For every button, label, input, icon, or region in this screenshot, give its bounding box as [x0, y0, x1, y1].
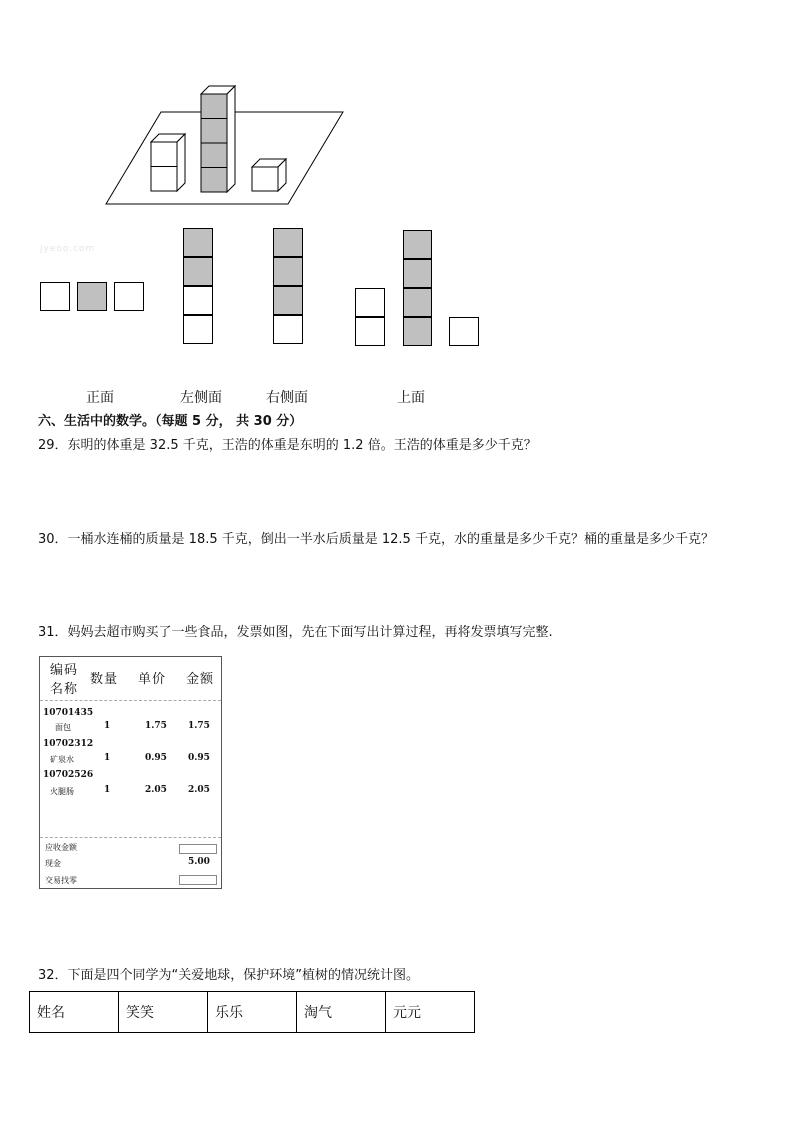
view-cell: [40, 282, 70, 311]
receipt-item-name: 面包: [55, 723, 71, 732]
question-31: 31．妈妈去超市购买了一些食品，发票如图，先在下面写出计算过程，再将发票填写完整.: [38, 625, 553, 640]
view-cell-shaded: [273, 286, 303, 315]
view-label-right: 右侧面: [266, 390, 308, 406]
tree-planting-table: [29, 991, 475, 1033]
table-row: [30, 992, 475, 1033]
section-title: 六、生活中的数学。（每题 5 分， 共 30 分）: [38, 414, 303, 429]
question-32: 32．下面是四个同学为“关爱地球，保护环境”植树的情况统计图。: [38, 968, 420, 983]
receipt-item-code: 10701435: [43, 708, 94, 718]
receipt-item-code: 10702526: [43, 770, 94, 780]
view-cell-shaded: [77, 282, 107, 311]
receipt-item-qty: 1: [104, 721, 111, 731]
view-cell-shaded: [403, 230, 432, 259]
receipt-item-qty: 1: [104, 753, 111, 763]
view-cell: [183, 286, 213, 315]
receipt-header-code: 编码: [50, 663, 79, 678]
view-label-top: 上面: [397, 390, 425, 406]
view-cell-shaded: [273, 257, 303, 286]
table-cell: 元元: [386, 992, 475, 1033]
receipt-divider: [40, 837, 221, 838]
receipt-cash-label: 现金: [45, 859, 61, 868]
receipt-item-price: 1.75: [145, 721, 167, 731]
view-cell-shaded: [403, 259, 432, 288]
receipt-cash-value: 5.00: [188, 857, 210, 867]
watermark-text: jyeoo.com: [40, 244, 96, 254]
receipt-item-name: 火腿肠: [50, 787, 74, 796]
receipt-due-box[interactable]: [179, 844, 217, 854]
receipt-item-code: 10702312: [43, 739, 94, 749]
receipt-change-label: 交易找零: [45, 876, 77, 885]
cube-stack-figure: [100, 80, 360, 210]
view-cell-shaded: [183, 228, 213, 257]
view-cell: [355, 317, 385, 346]
table-cell: 乐乐: [208, 992, 297, 1033]
receipt-item-amount: 0.95: [188, 753, 210, 763]
view-label-front: 正面: [86, 390, 114, 406]
receipt-item-price: 0.95: [145, 753, 167, 763]
receipt-due-label: 应收金额: [45, 843, 77, 852]
receipt: [39, 656, 222, 889]
table-cell: 姓名: [30, 992, 119, 1033]
view-cell-shaded: [273, 228, 303, 257]
receipt-item-price: 2.05: [145, 785, 167, 795]
receipt-header-qty: 数量: [90, 672, 119, 687]
single-cube: [252, 159, 286, 191]
table-cell: 淘气: [297, 992, 386, 1033]
receipt-header-name: 名称: [50, 682, 79, 697]
question-29: 29．东明的体重是 32.5 千克，王浩的体重是东明的 1.2 倍。王浩的体重是多少千克？: [38, 438, 537, 453]
view-cell: [449, 317, 479, 346]
view-cell: [355, 288, 385, 317]
receipt-change-box[interactable]: [179, 875, 217, 885]
view-cell: [114, 282, 144, 311]
left-cube-stack: [151, 134, 185, 191]
table-cell: 笑笑: [119, 992, 208, 1033]
view-cell: [183, 315, 213, 344]
view-cell-shaded: [403, 317, 432, 346]
receipt-item-qty: 1: [104, 785, 111, 795]
question-30: 30．一桶水连桶的质量是 18.5 千克，倒出一半水后质量是 12.5 千克，水的重量是多少千克？桶的重量是多少千克？: [38, 532, 714, 547]
view-cell-shaded: [403, 288, 432, 317]
receipt-item-name: 矿泉水: [50, 755, 74, 764]
receipt-item-amount: 2.05: [188, 785, 210, 795]
receipt-divider: [40, 700, 221, 701]
receipt-header-amount: 金额: [186, 672, 215, 687]
tall-cube-stack: [201, 86, 235, 192]
view-label-left: 左侧面: [180, 390, 222, 406]
view-cell: [273, 315, 303, 344]
view-cell-shaded: [183, 257, 213, 286]
receipt-header-price: 单价: [138, 672, 167, 687]
receipt-item-amount: 1.75: [188, 721, 210, 731]
